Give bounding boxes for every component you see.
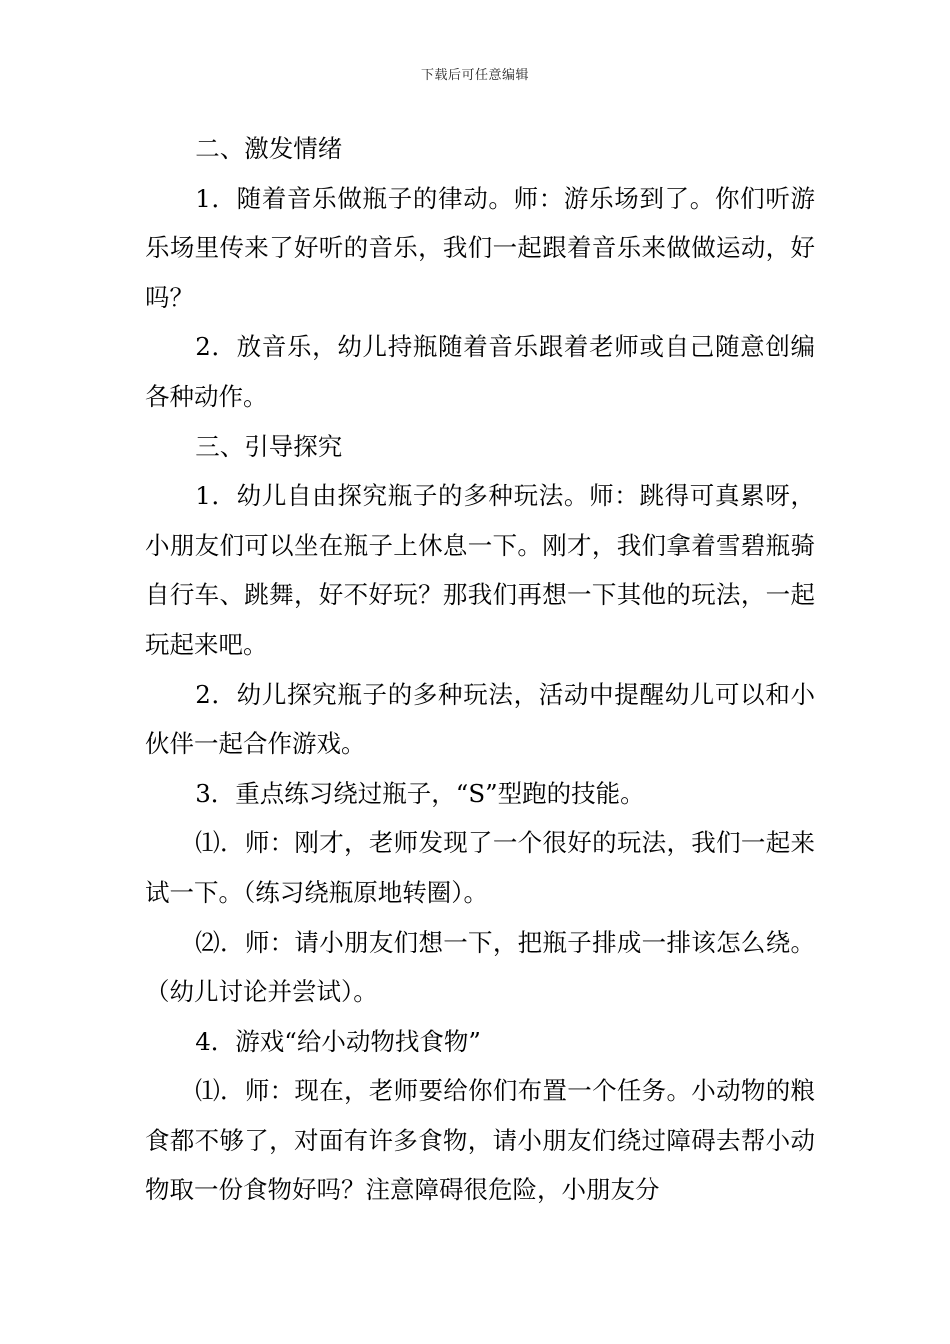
paragraph: ⑴．师：现在，老师要给你们布置一个任务。小动物的粮食都不够了，对面有许多食物，请小朋友们绕过障碍去帮小动物取一份食物好吗？注意障碍很危险，小朋友分: [145, 1076, 815, 1205]
paragraph: 2．放音乐，幼儿持瓶随着音乐跟着老师或自己随意创编各种动作。: [145, 332, 815, 411]
paragraph: ⑵．师：请小朋友们想一下，把瓶子排成一排该怎么绕。（幼儿讨论并尝试）。: [145, 927, 815, 1007]
paragraph: 2．幼儿探究瓶子的多种玩法，活动中提醒幼儿可以和小伙伴一起合作游戏。: [145, 679, 815, 759]
page-header: 下载后可任意编辑: [420, 68, 529, 83]
document-body: [145, 124, 815, 1215]
paragraph: 1．随着音乐做瓶子的律动。师：游乐场到了。你们听游乐场里传来了好听的音乐，我们一起跟着音乐来做做运动，好吗？: [145, 183, 815, 312]
paragraph: 1．幼儿自由探究瓶子的多种玩法。师：跳得可真累呀，小朋友们可以坐在瓶子上休息一下。刚才，我们拿着雪碧瓶骑自行车、跳舞，好不好玩？那我们再想一下其他的玩法，一起玩起来吧。: [145, 481, 815, 659]
paragraph: ⑴．师：刚才，老师发现了一个很好的玩法，我们一起来试一下。（练习绕瓶原地转圈）。: [145, 828, 815, 907]
section-heading: 三、引导探究: [195, 431, 343, 461]
section-heading: 二、激发情绪: [195, 134, 343, 163]
paragraph: 4．游戏“给小动物找食物”: [195, 1026, 481, 1056]
paragraph: 3．重点练习绕过瓶子，“S”型跑的技能。: [195, 778, 645, 808]
